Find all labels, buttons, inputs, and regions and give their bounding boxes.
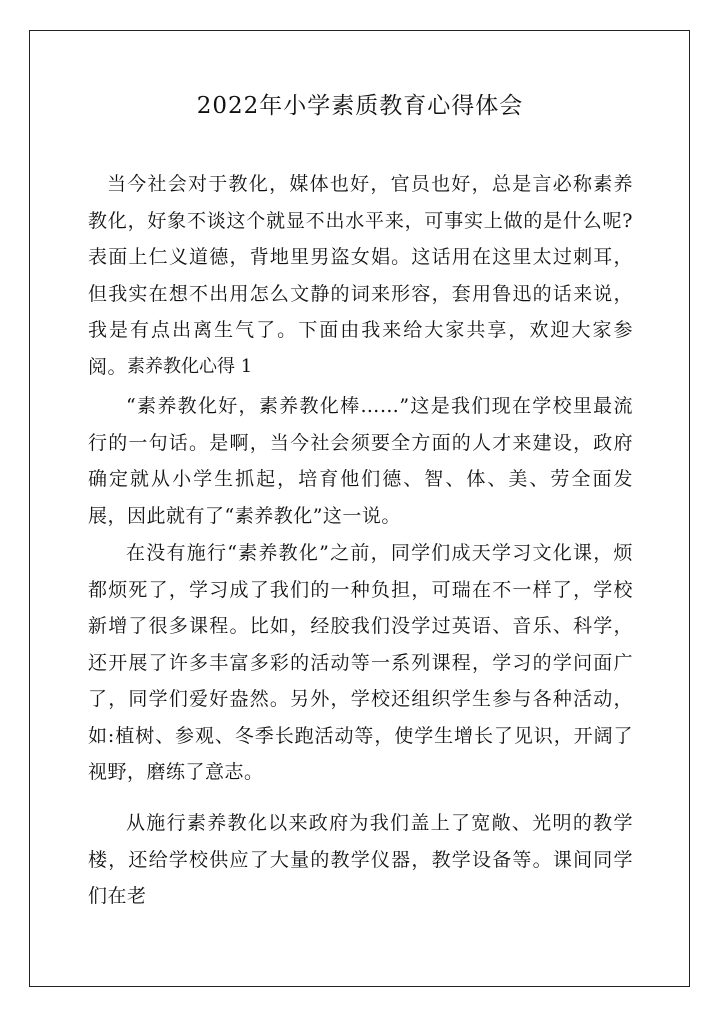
body-paragraph-1: “素养教化好，素养教化棒……”这是我们现在学校里最流行的一句话。是啊，当今社会须要全方面的人才来建设，政府确定就从小学生抓起，培育他们德、智、体、美、劳全面发展，因此就有了“素养教化”这一说。 bbox=[88, 395, 633, 527]
body-paragraph-3: 从施行素养教化以来政府为我们盖上了宽敞、光明的教学楼，还给学校供应了大量的教学仪器，教学设备等。课间同学们在老 bbox=[88, 812, 633, 907]
body-paragraph-2: 在没有施行“素养教化”之前，同学们成天学习文化课，烦都烦死了，学习成了我们的一种负担，可瑞在不一样了，学校新增了很多课程。比如，经胶我们没学过英语、音乐、科学，还开展了许多丰富多彩的活动等一系列课程，学习的学问面广了，同学们爱好盎然。另外，学校还组织学生参与各种活动，如:植树、参观、冬季长跑活动等，使学生增长了见识，开阔了视野，磨练了意志。 bbox=[88, 542, 633, 783]
section-heading: 素养教化心得 1 bbox=[127, 356, 253, 377]
intro-paragraph: 当今社会对于教化，媒体也好，官员也好，总是言必称素养教化，好象不谈这个就显不出水平来，可事实上做的是什么呢?表面上仁义道德，背地里男盗女娼。这话用在这里太过刺耳，但我实在想不出用怎么文静的词来形容，套用鲁迅的话来说，我是有点出离生气了。下面由我来给大家共享，欢迎大家参阅。 bbox=[88, 173, 633, 378]
document-title: 2022年小学素质教育心得体会 bbox=[196, 93, 524, 119]
